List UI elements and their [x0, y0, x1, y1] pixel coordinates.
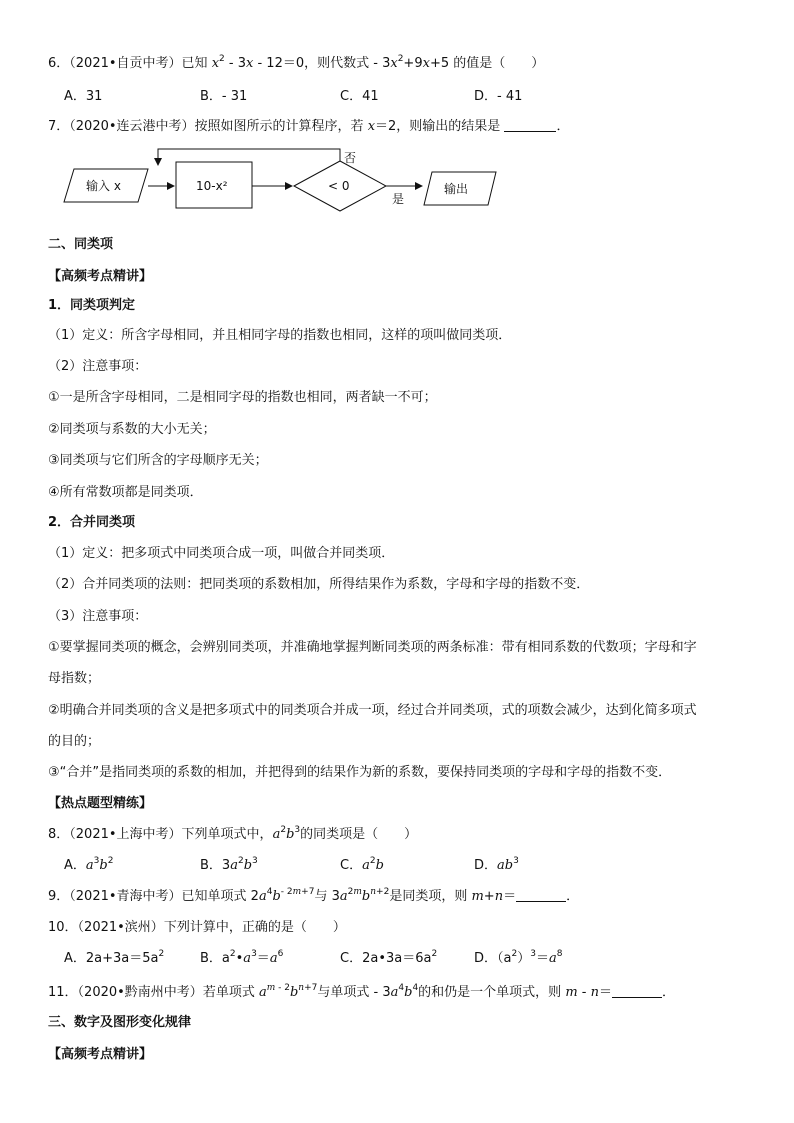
question-7: 7．（2020•连云港中考）按照如图所示的计算程序，若 x＝2，则输出的结果是 ．: [48, 119, 570, 134]
point-3: ③“合并”是指同类项的系数的相加，并把得到的结果作为新的系数，要保持同类项的字母和字母的指数不变．: [48, 765, 672, 780]
q6-option-b: B．- 31: [200, 89, 248, 104]
section-3-key-points: 【高频考点精讲】: [48, 1047, 153, 1062]
q10-option-d: D．$(a^2)^3=a^8$: [474, 949, 563, 966]
yes-label: 是: [392, 192, 405, 206]
flowchart: [58, 145, 508, 215]
input-label: 输入 x: [86, 179, 121, 193]
note-2: ②同类项与系数的大小无关；: [48, 422, 216, 437]
answer-blank: [612, 985, 662, 998]
subsection-1-title: 1．同类项判定: [48, 298, 136, 313]
section-2-key-points: 【高频考点精讲】: [48, 269, 153, 284]
point-1-line-1: ①要掌握同类项的概念，会辨别同类项，并准确地掌握判断同类项的两条标准：带有相同系数的代数项；字母和字: [48, 640, 697, 655]
section-3-title: 三、数字及图形变化规律: [48, 1015, 192, 1030]
q10-option-c: C．$2a•3a=6a^2$: [340, 949, 438, 966]
condition-label: < 0: [328, 179, 350, 193]
hot-practice-heading: 【热点题型精练】: [48, 796, 153, 811]
no-label: 否: [344, 151, 357, 165]
q8-option-a: A．$a^3b^2$: [64, 856, 114, 873]
notes-1-heading: （2）注意事项：: [48, 359, 148, 374]
point-2-line-2: 的目的；: [48, 734, 101, 749]
definition-1: （1）定义：所含字母相同，并且相同字母的指数也相同，这样的项叫做同类项．: [48, 328, 512, 343]
note-1: ①一是所含字母相同，二是相同字母的指数也相同，两者缺一不可；: [48, 390, 437, 405]
q8-option-c: C．$a^2b$: [340, 856, 384, 873]
rule-2: （2）合并同类项的法则：把同类项的系数相加，所得结果作为系数，字母和字母的指数不变．: [48, 577, 590, 592]
point-1-line-2: 母指数；: [48, 671, 101, 686]
question-10: 10．（2021•滨州）下列计算中，正确的是（ ）: [48, 920, 346, 935]
q10-option-a: A．$2a+3a=5a^2$: [64, 949, 165, 966]
notes-2-heading: （3）注意事项：: [48, 609, 148, 624]
q8-option-b: B．$3a^2b^3$: [200, 856, 258, 873]
q6-option-a: A．31: [64, 89, 103, 104]
question-8: 8．（2021•上海中考）下列单项式中，$a^2b^3$的同类项是（ ）: [48, 825, 418, 842]
definition-2: （1）定义：把多项式中同类项合成一项，叫做合并同类项．: [48, 546, 395, 561]
note-4: ④所有常数项都是同类项．: [48, 485, 203, 500]
q10-option-b: B．$a^2•a^3=a^6$: [200, 949, 284, 966]
arrow-loop-back: [158, 149, 340, 165]
point-2-line-1: ②明确合并同类项的含义是把多项式中的同类项合并成一项，经过合并同类项，式的项数会减少，达到化简多项式: [48, 703, 697, 718]
answer-blank: [516, 889, 566, 902]
section-2-title: 二、同类项: [48, 237, 114, 252]
output-label: 输出: [444, 182, 469, 196]
q8-option-d: D．$ab^3$: [474, 856, 519, 873]
question-6: 6．（2021•自贡中考）已知 $x^2 - 3x - 12=0$，则代数式 - $3x^2+9x+5$ 的值是（ ）: [48, 54, 545, 71]
question-11: 11．（2020•黔南州中考）若单项式 $a^{m - 2}b^{n+7}$与单项式 - $3a^4b^4$的和仍是一个单项式，则 m - n＝ ．: [48, 983, 676, 1000]
note-3: ③同类项与它们所含的字母顺序无关；: [48, 453, 268, 468]
subsection-2-title: 2．合并同类项: [48, 515, 136, 530]
question-9: 9．（2021•青海中考）已知单项式 $2a^4b^{- 2m+7}$与 $3a^{2m}b^{n+2}$是同类项，则 m+n＝ ．: [48, 887, 580, 904]
calc-label: 10-x²: [196, 179, 228, 193]
answer-blank: [504, 119, 556, 132]
q6-option-c: C．41: [340, 89, 379, 104]
q6-option-d: D．- 41: [474, 89, 523, 104]
